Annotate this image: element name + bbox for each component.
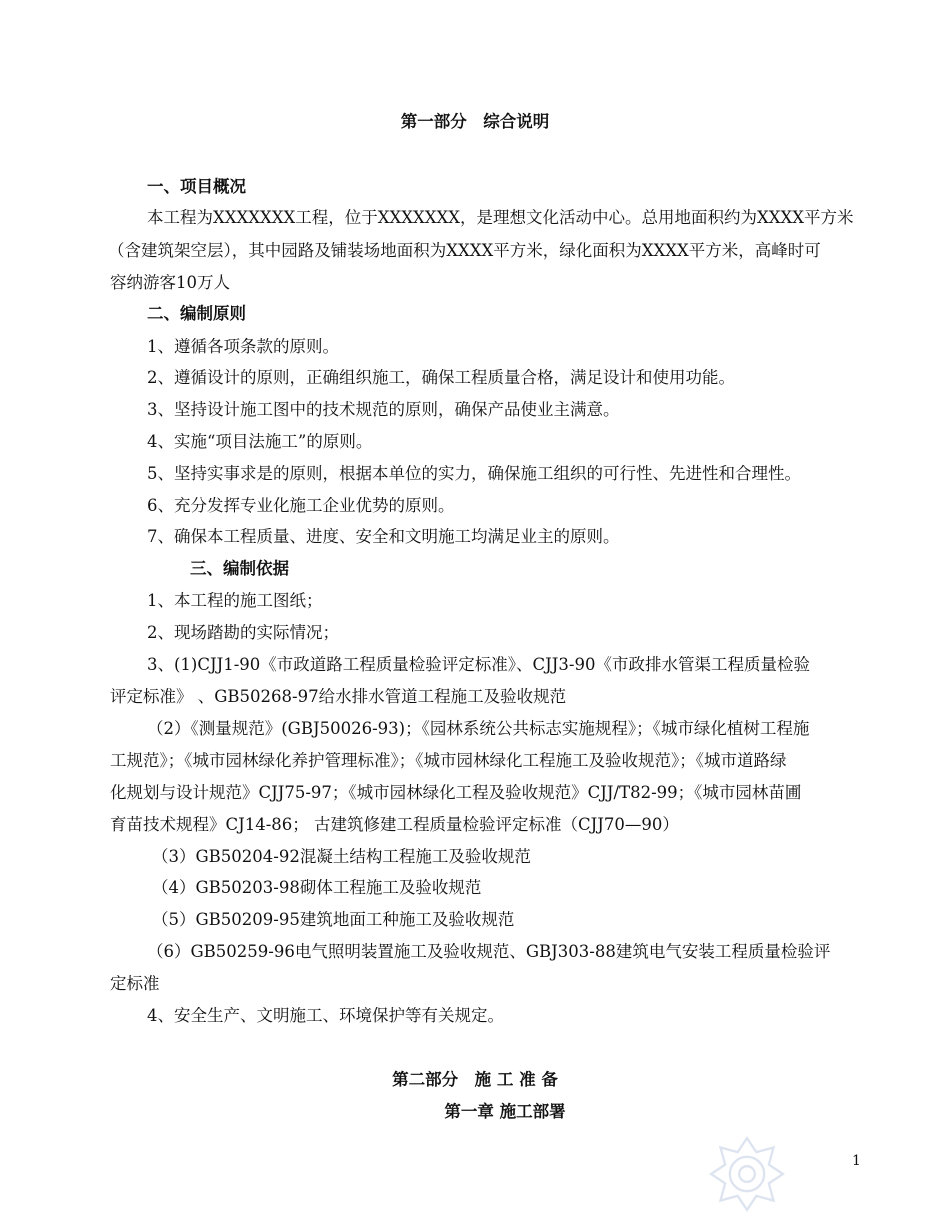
basis-sub4: （4）GB50203-98砌体工程施工及验收规范 — [152, 878, 482, 897]
basis-sub2-line3: 化规划与设计规范》CJJ75-97；《城市园林绿化工程及验收规范》CJJ/T82-99；《城市园林苗圃 — [110, 783, 802, 802]
principle-item-4: 4、实施“项目法施工”的原则。 — [147, 432, 373, 451]
section2-heading: 二、编制原则 — [147, 304, 246, 323]
section1-heading: 一、项目概况 — [147, 177, 246, 196]
basis-item-4: 4、安全生产、文明施工、环境保护等有关规定。 — [147, 1006, 504, 1025]
basis-sub5: （5）GB50209-95建筑地面工种施工及验收规范 — [152, 910, 515, 929]
section3-heading: 三、编制依据 — [190, 559, 289, 578]
principle-item-2: 2、遵循设计的原则，正确组织施工，确保工程质量合格，满足设计和使用功能。 — [147, 368, 735, 387]
principle-item-6: 6、充分发挥专业化施工企业优势的原则。 — [147, 496, 455, 515]
principle-item-3: 3、坚持设计施工图中的技术规范的原则，确保产品使业主满意。 — [147, 400, 620, 419]
basis-item-2: 2、现场踏勘的实际情况； — [147, 623, 339, 642]
basis-sub6-line1: （6）GB50259-96电气照明装置施工及验收规范、GBJ303-88建筑电气安装工程质量检验评 — [147, 942, 831, 961]
part2-title: 第二部分 施 工 准 备 — [392, 1070, 558, 1089]
chapter1-title: 第一章 施工部署 — [444, 1102, 566, 1121]
basis-sub6-line2: 定标准 — [110, 974, 160, 993]
basis-sub3: （3）GB50204-92混凝土结构工程施工及验收规范 — [152, 847, 531, 866]
principle-item-1: 1、遵循各项条款的原则。 — [147, 337, 339, 356]
part1-title: 第一部分 综合说明 — [400, 112, 550, 131]
basis-sub2-line1: （2）《测量规范》(GBJ50026-93)；《园林系统公共标志实施规程》；《城市绿化植树工程施 — [147, 719, 810, 738]
basis-sub2-line2: 工规范》；《城市园林绿化养护管理标准》；《城市园林绿化工程施工及验收规范》；《城市道路绿 — [110, 751, 787, 770]
basis-item-3-line2: 评定标准》 、GB50268-97给水排水管道工程施工及验收规范 — [110, 687, 567, 706]
basis-sub2-line4: 育苗技术规程》CJ14-86； 古建筑修建工程质量检验评定标准（CJJ70—90） — [110, 815, 679, 834]
sec1-paragraph-line1: 本工程为XXXXXXX工程，位于XXXXXXX，是理想文化活动中心。总用地面积约为XXXX平方米 — [147, 208, 854, 227]
sec1-paragraph-line3: 容纳游客10万人 — [110, 273, 230, 292]
watermark-logo-icon — [708, 1135, 786, 1213]
basis-item-1: 1、本工程的施工图纸； — [147, 591, 323, 610]
principle-item-7: 7、确保本工程质量、进度、安全和文明施工均满足业主的原则。 — [147, 527, 620, 546]
basis-item-3-line1: 3、(1)CJJ1-90《市政道路工程质量检验评定标准》、CJJ3-90《市政排水管渠工程质量检验 — [147, 655, 810, 674]
sec1-paragraph-line2: （含建筑架空层），其中园路及铺装场地面积为XXXX平方米，绿化面积为XXXX平方米，高峰时可 — [108, 241, 821, 260]
principle-item-5: 5、坚持实事求是的原则，根据本单位的实力，确保施工组织的可行性、先进性和合理性。 — [147, 464, 801, 483]
page-number: 1 — [852, 1153, 861, 1169]
